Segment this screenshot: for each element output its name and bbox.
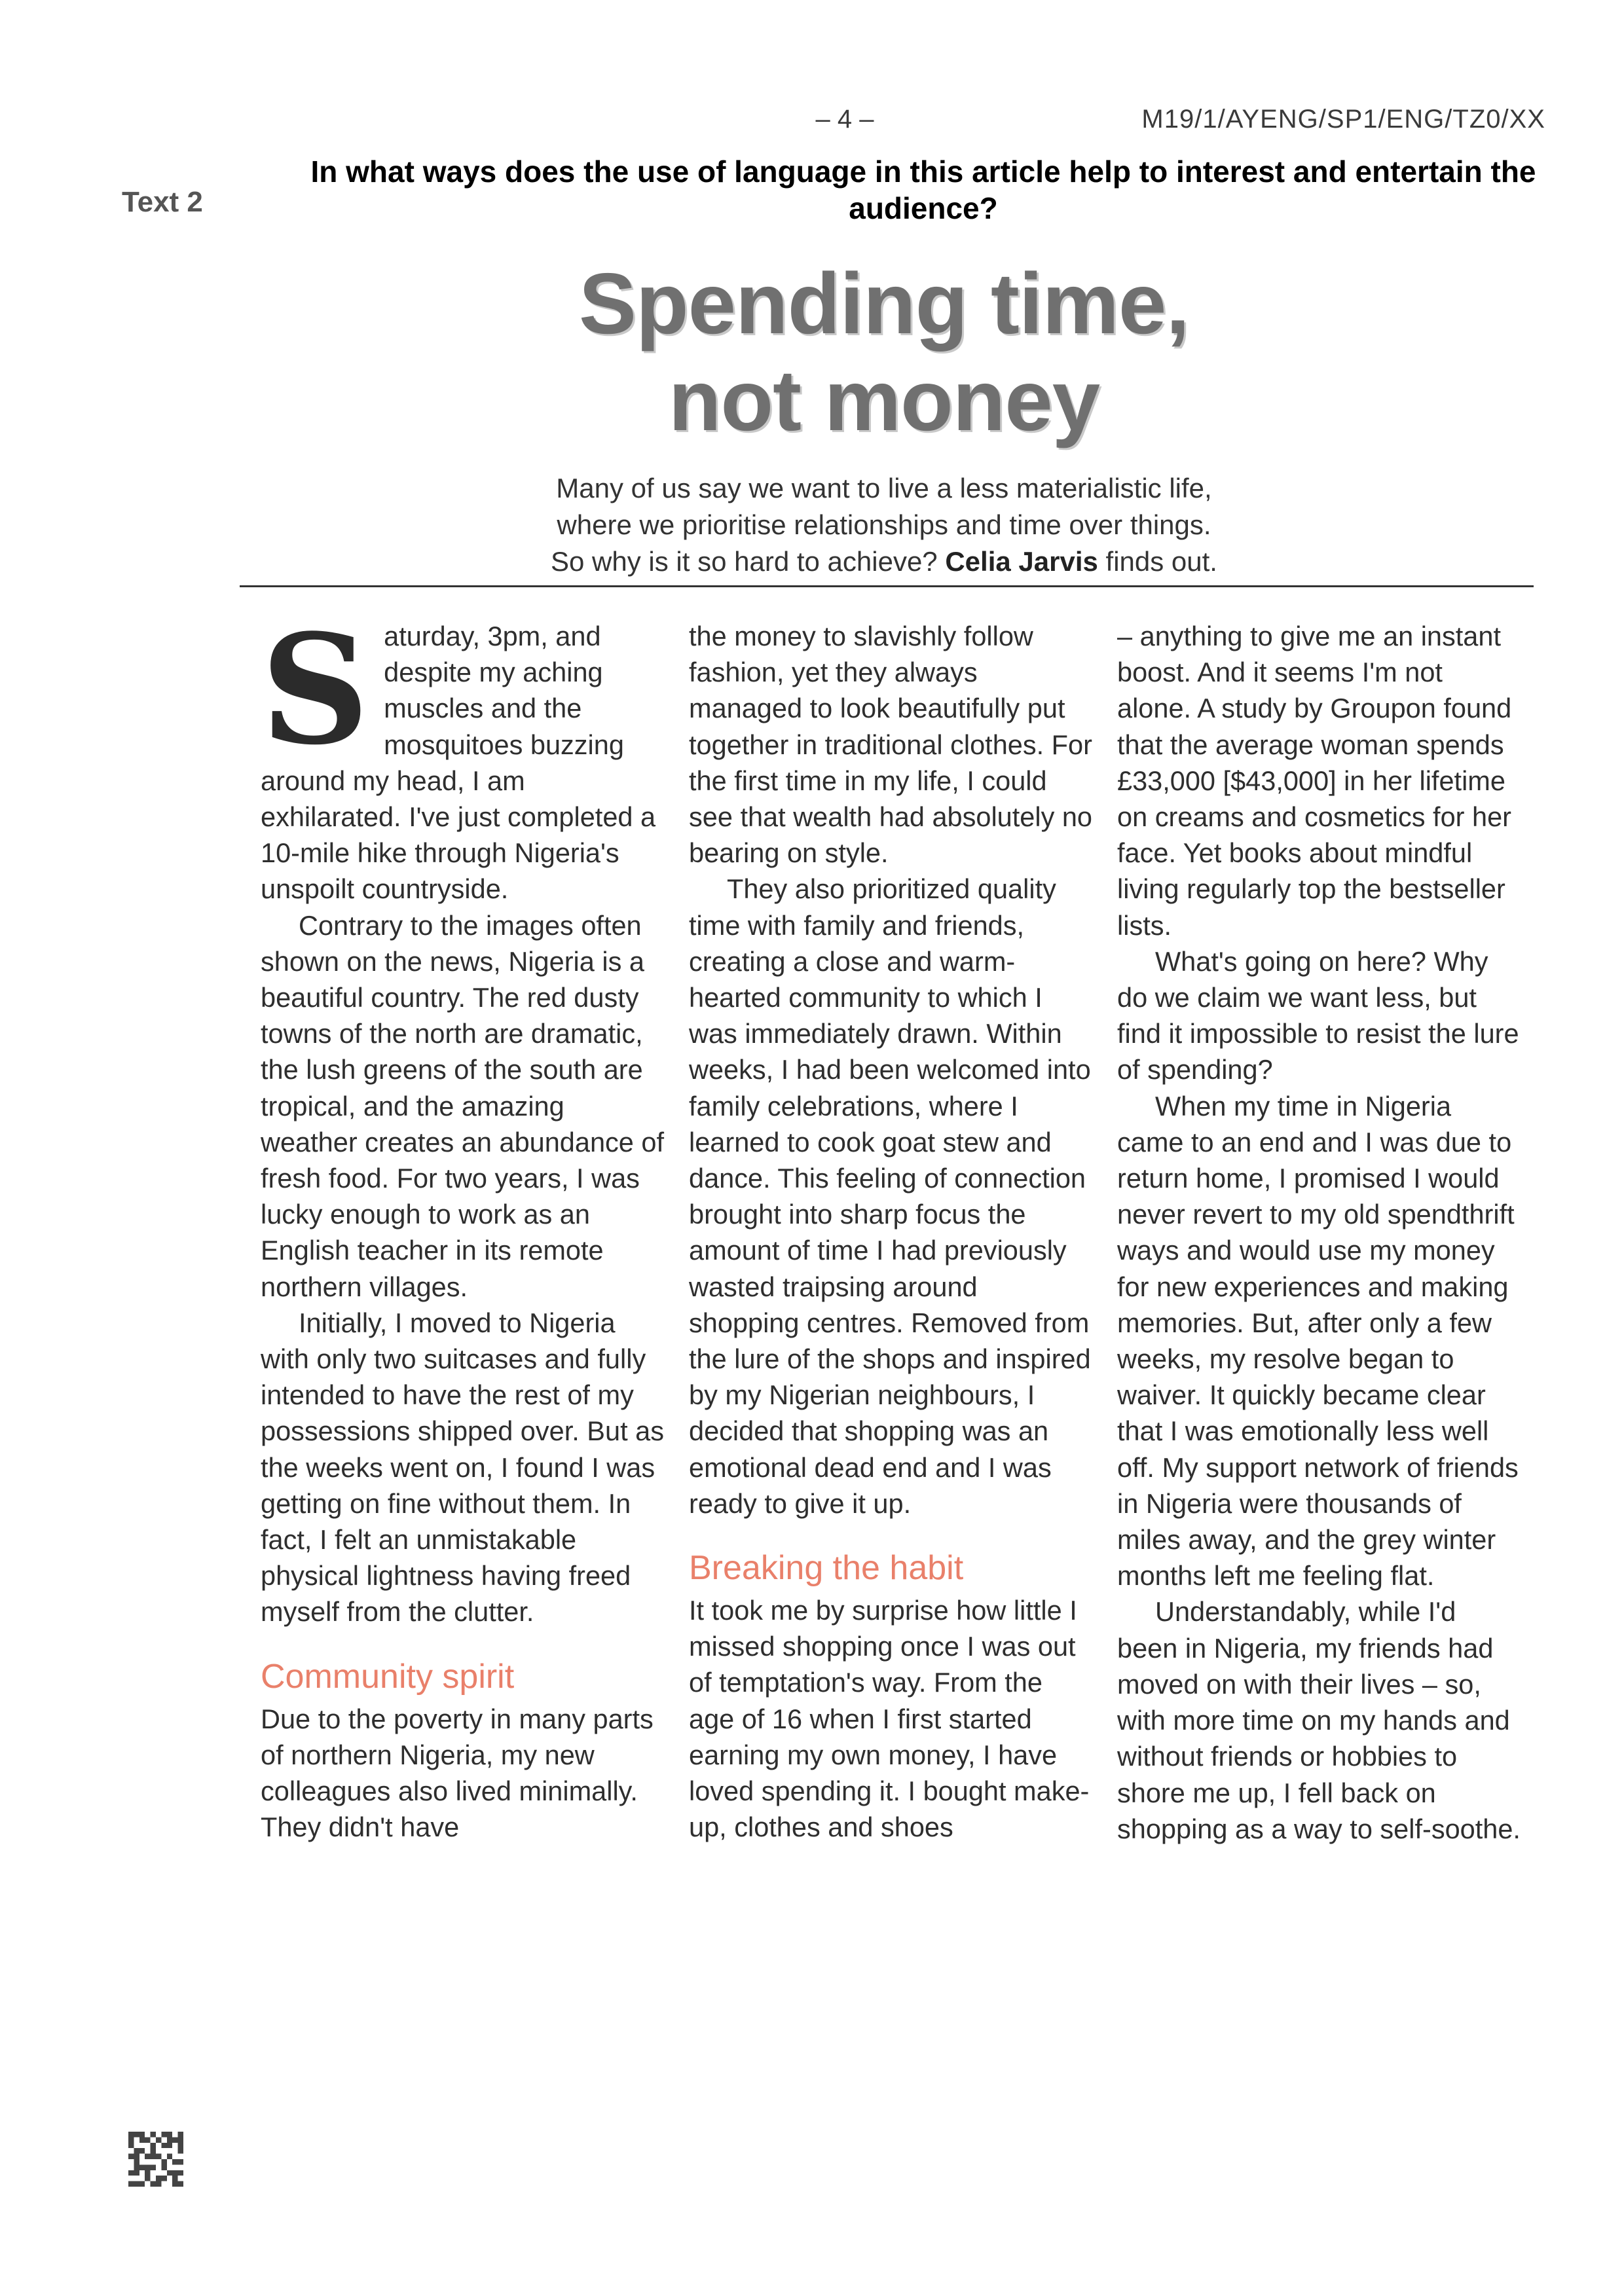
standfirst-line-1: Many of us say we want to live a less materialistic life,: [556, 473, 1212, 503]
headline-line-2: not money: [668, 352, 1100, 448]
paragraph-1: [261, 602, 667, 907]
standfirst-line-2: where we prioritise relationships and time over things.: [557, 509, 1211, 540]
drop-cap: S: [261, 602, 370, 778]
headline-line-1: Spending time,: [578, 255, 1190, 352]
standfirst-end: finds out.: [1105, 546, 1217, 577]
header-divider: [240, 585, 1534, 587]
text-label: Text 2: [122, 186, 203, 218]
article-column-1: [261, 602, 667, 1846]
qr-code-icon: [128, 2132, 183, 2187]
paragraph-9: What's going on here? Why do we claim we want less, but find it impossible to resist the lure of spending?: [1117, 945, 1519, 1085]
paragraph-8: – anything to give me an instant boost. And it seems I'm not alone. A study by Groupon found that the average woman spends £33,000 [$43,000] in her lifetime on creams and cosmetics for her face. Yet books about mindful living regularly top the bestseller lists.: [1117, 621, 1512, 941]
paragraph-10: When my time in Nigeria came to an end and I was due to return home, I promised I would never revert to my old spendthrift ways and would use my money for new experiences and making memories. But, after only a few weeks, my resolve began to waiver. It quickly became clear that I was emotionally less well off. My support network of friends in Nigeria were thousands of miles away, and the grey winter months left me feeling flat.: [1117, 1090, 1519, 1592]
paragraph-3: Initially, I moved to Nigeria with only two suitcases and fully intended to have the rest of my possessions shipped over. But as the weeks went on, I found I was getting on fine without them. In fact, I felt an unmistakable physical lightness having freed myself from the clutter.: [261, 1307, 664, 1628]
exam-question: In what ways does the use of language in this article help to interest and entertain the audience?: [310, 155, 1536, 226]
paragraph-5: the money to slavishly follow fashion, yet they always managed to look beautifully put together in traditional clothes. For the first time in my life, I could see that wealth had absolutely no bearing on style.: [689, 621, 1093, 869]
article-column-2: [689, 618, 1095, 1846]
paragraph-7: It took me by surprise how little I missed shopping once I was out of temptation's way. From the age of 16 when I first started earning my own money, I have loved spending it. I bought make-up, clothes and shoes: [689, 1595, 1090, 1843]
paragraph-6: They also prioritized quality time with family and friends, creating a close and warm-hearted community to which I was immediately drawn. Within weeks, I had been welcomed into family celebrations, where I learned to cook goat stew and dance. This feeling of connection brought into sharp focus the amount of time I had previously wasted traipsing around shopping centres. Removed from the lure of the shops and inspired by my Nigerian neighbours, I decided that shopping was an emotional dead end and I was ready to give it up.: [689, 873, 1091, 1519]
paragraph-4: Due to the poverty in many parts of northern Nigeria, my new colleagues also lived minimally. They didn't have: [261, 1703, 654, 1843]
paragraph-11: Understandably, while I'd been in Nigeria, my friends had moved on with their lives – so, with more time on my hands and without friends or hobbies to shore me up, I fell back on shopping as a way to self-soothe.: [1117, 1596, 1521, 1844]
article-column-3: [1117, 618, 1523, 1847]
page-number: – 4 –: [815, 105, 874, 134]
paragraph-1-text: aturday, 3pm, and despite my aching muscles and the mosquitoes buzzing around my head, I am exhilarated. I've just completed a 10-mile hike through Nigeria's unspoilt countryside.: [261, 621, 656, 905]
standfirst-question: So why is it so hard to achieve?: [551, 546, 938, 577]
standfirst-line-3: [367, 543, 1401, 580]
author-name: Celia Jarvis: [945, 546, 1098, 577]
article-headline: [236, 255, 1532, 449]
exam-code: M19/1/AYENG/SP1/ENG/TZ0/XX: [1141, 105, 1545, 134]
subhead-community-spirit: Community spirit: [261, 1657, 515, 1696]
subhead-breaking-the-habit: Breaking the habit: [689, 1549, 964, 1588]
article-standfirst: [367, 470, 1401, 580]
paragraph-2: Contrary to the images often shown on the news, Nigeria is a beautiful country. The red dusty towns of the north are dramatic, the lush greens of the south are tropical, and the amazing weather creates an abundance of fresh food. For two years, I was lucky enough to work as an English teacher in its remote northern villages.: [261, 909, 665, 1302]
